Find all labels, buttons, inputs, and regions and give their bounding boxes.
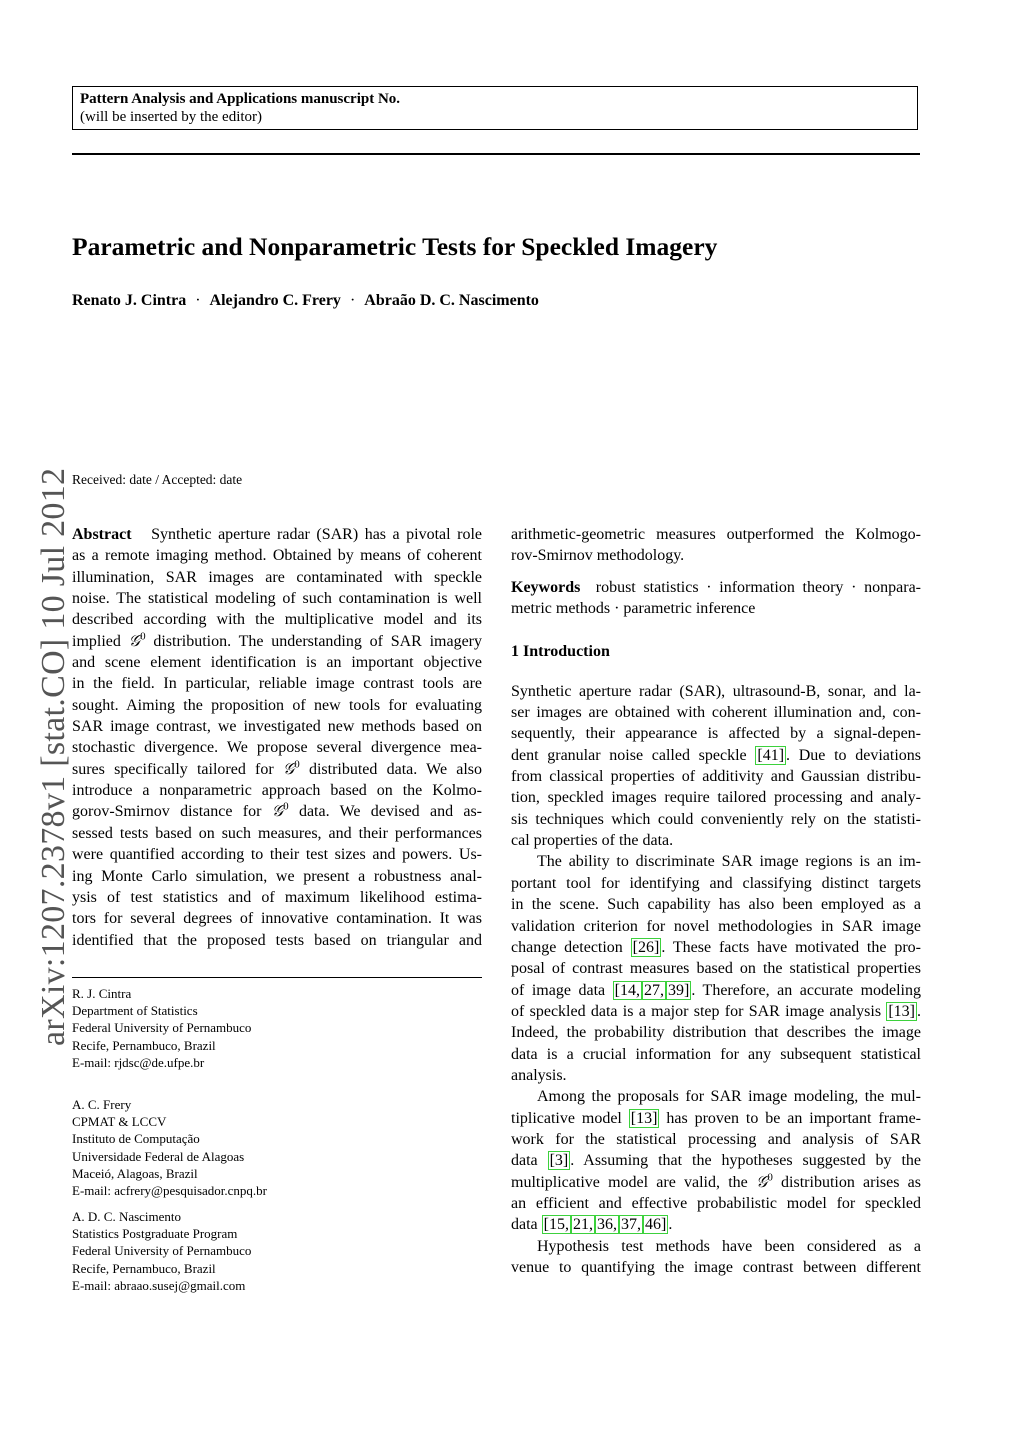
intro-paragraph-4 (511, 1236, 921, 1279)
journal-header-box (72, 86, 918, 130)
affiliation-line: Recife, Pernambuco, Brazil (72, 1037, 216, 1053)
affiliation-nascimento (72, 1208, 251, 1294)
intro-line: has proven to be an important frame- (666, 1109, 922, 1127)
intro-paragraph-1 (511, 681, 921, 852)
intro-line: Among the proposals for SAR image modeling, the mul- (537, 1088, 921, 1106)
intro-line: validation criterion for novel methodologies in SAR image (511, 917, 921, 935)
intro-line: cal properties of the data. (511, 832, 674, 850)
abstract-line: ysis of test statistics and of maximum likelihood estima- (72, 888, 482, 906)
abstract-line: Synthetic aperture radar (SAR) has a pivotal role (151, 526, 483, 543)
affiliation-email[interactable]: E-mail: abraao.susej@gmail.com (72, 1277, 246, 1293)
abstract-column (72, 524, 482, 951)
abstract-line: gorov-Smirnov distance for (72, 803, 262, 821)
author-name: Renato J. Cintra (72, 292, 187, 309)
affiliation-line: Department of Statistics (72, 1003, 198, 1019)
author-separator: · (349, 292, 356, 309)
keywords-label: Keywords (511, 578, 581, 596)
intro-line: Hypothesis test methods have been considered as a (537, 1237, 921, 1255)
citation-link[interactable]: 46] (644, 1216, 667, 1234)
abstract-line: ing Monte Carlo simulation, we present a robustness anal- (72, 867, 482, 885)
citation-link[interactable]: [41] (757, 746, 785, 764)
abstract-line: described according with the multiplicative model and its (72, 611, 482, 629)
intro-line: portant tool for identifying and classifying distinct targets (511, 874, 921, 892)
citation-link[interactable]: 21, (572, 1216, 593, 1234)
header-rule (72, 153, 920, 155)
abstract-line: introduce a nonparametric approach based on the Kolmo- (72, 782, 482, 800)
journal-name: Pattern Analysis and Applications manuscript No. (80, 91, 401, 107)
abstract-line: implied (72, 632, 121, 650)
intro-line: multiplicative model are valid, the (511, 1173, 748, 1191)
right-column (511, 524, 921, 1278)
intro-line: . (668, 1216, 673, 1234)
intro-line: analysis. (511, 1066, 567, 1084)
affiliation-line: R. J. Cintra (72, 986, 132, 1001)
abstract-line: tors for several degrees of innovative contamination. It was (72, 910, 482, 928)
affiliation-line: Federal University of Pernambuco (72, 1020, 252, 1036)
intro-line: sis techniques which could conveniently rely on the statisti- (511, 810, 921, 828)
abstract-line: and scene element identification is an important objective (72, 654, 482, 672)
g0-symbol: 𝒢 (128, 632, 141, 650)
keywords-text: robust statistics · information theory · nonpara- (595, 578, 921, 596)
citation-link[interactable]: [26] (632, 938, 660, 956)
footnote-rule (72, 977, 482, 978)
intro-line: Synthetic aperture radar (SAR), ultrasound-B, sonar, and la- (511, 682, 921, 700)
abstract-line: sessed tests based on such measures, and their performances (72, 824, 482, 842)
intro-line: of speckled data is a major step for SAR image analysis (511, 1002, 882, 1020)
abstract-line: stochastic divergence. We propose several divergence mea- (72, 739, 482, 757)
abstract-line: arithmetic-geometric measures outperformed the Kolmogo- (511, 526, 921, 543)
abstract-line: sures specifically tailored for (72, 760, 274, 778)
affiliation-email[interactable]: E-mail: acfrery@pesquisador.cnpq.br (72, 1183, 267, 1199)
affiliation-line: Universidade Federal de Alagoas (72, 1148, 245, 1164)
intro-line: Indeed, the probability distribution that describes the image (511, 1024, 921, 1042)
citation-link[interactable]: 39] (667, 981, 690, 999)
citation-link[interactable]: [13] (888, 1002, 915, 1020)
affiliation-frery (72, 1096, 267, 1199)
affiliation-line: Federal University of Pernambuco (72, 1243, 252, 1259)
intro-line: of image data (511, 981, 606, 999)
author-separator: · (195, 292, 201, 309)
intro-line: . Therefore, an accurate modeling (691, 981, 922, 999)
editor-note: (will be inserted by the editor) (80, 109, 263, 125)
intro-line: ser images are obtained with coherent illumination and, con- (511, 704, 921, 722)
intro-line: dent granular noise called speckle (511, 746, 747, 764)
abstract-label: Abstract (72, 526, 132, 543)
intro-line: tiplicative model (511, 1109, 622, 1127)
g0-symbol: 𝒢 (755, 1173, 768, 1191)
intro-line: data (511, 1216, 538, 1234)
abstract-line: data. We devised and as- (298, 803, 483, 821)
abstract-line: sought. Aiming the proposition of new tools for evaluating (72, 696, 482, 714)
received-date: Received: date / Accepted: date (72, 472, 243, 487)
abstract-line: noise. The statistical modeling of such contamination is well (72, 590, 482, 608)
abstract-line: as a remote imaging method. Obtained by means of coherent (72, 547, 482, 565)
g0-symbol: 𝒢 (282, 760, 295, 778)
abstract-line: distribution. The understanding of SAR imagery (153, 632, 483, 650)
affiliation-line: CPMAT & LCCV (72, 1114, 167, 1130)
affiliation-cintra (72, 985, 251, 1071)
paper-title: Parametric and Nonparametric Tests for Speckled Imagery (72, 232, 718, 261)
affiliation-line: A. C. Frery (72, 1097, 132, 1112)
intro-line: from classical properties of additivity and Gaussian distribu- (511, 768, 921, 786)
citation-link[interactable]: 27, (643, 981, 664, 999)
g0-superscript: 0 (294, 758, 300, 771)
intro-line: change detection (511, 938, 623, 956)
arxiv-stamp[interactable]: arXiv:1207.2378v1 [stat.CO] 10 Jul 2012 (35, 467, 72, 1046)
citation-link[interactable]: [13] (630, 1109, 658, 1127)
keywords-text: metric methods · parametric inference (511, 600, 756, 618)
intro-line: . (917, 1002, 921, 1020)
abstract-line: in the field. In particular, reliable image contrast tools are (72, 675, 482, 693)
g0-superscript: 0 (767, 1171, 773, 1184)
abstract-line: rov-Smirnov methodology. (511, 547, 685, 565)
keywords-block (511, 577, 921, 620)
abstract-line: identified that the proposed tests based on triangular and (72, 931, 482, 949)
intro-line: venue to quantifying the image contrast between different (511, 1259, 921, 1276)
affiliation-email[interactable]: E-mail: rjdsc@de.ufpe.br (72, 1054, 205, 1070)
intro-line: . Due to deviations (786, 746, 922, 764)
abstract-line: distributed data. We also (308, 760, 482, 778)
intro-line: in the scene. Such capability has also been employed as a (511, 896, 921, 914)
author-list (72, 292, 539, 310)
affiliation-line: A. D. C. Nascimento (72, 1209, 182, 1224)
abstract-line: were quantified according to their test sizes and powers. Us- (72, 846, 482, 864)
section-heading-introduction: 1 Introduction (511, 643, 610, 661)
intro-line: . These facts have motivated the pro- (661, 938, 921, 956)
intro-paragraph-2 (511, 851, 921, 1086)
citation-link[interactable]: [3] (549, 1152, 569, 1170)
intro-line: an efficient and effective probabilistic model for speckled (511, 1194, 921, 1212)
intro-line: The ability to discriminate SAR image regions is an im- (537, 853, 921, 871)
intro-line: . Assuming that the hypotheses suggested by the (570, 1152, 921, 1170)
intro-line: posal of contrast measures based on the statistical properties (511, 960, 921, 978)
intro-paragraph-3 (511, 1086, 921, 1235)
affiliation-line: Maceió, Alagoas, Brazil (72, 1165, 198, 1181)
citation-link[interactable]: [14, (614, 981, 640, 999)
intro-line: tion, speckled images require tailored processing and analy- (511, 789, 921, 807)
citation-link[interactable]: 37, (620, 1216, 641, 1234)
citation-link[interactable]: [15, (543, 1216, 569, 1234)
intro-line: data is a crucial information for any subsequent statistical (511, 1045, 921, 1063)
abstract-line: illumination, SAR images are contaminated with speckle (72, 568, 482, 586)
affiliation-line: Recife, Pernambuco, Brazil (72, 1260, 216, 1276)
affiliation-line: Instituto de Computação (72, 1131, 200, 1147)
g0-superscript: 0 (283, 801, 289, 814)
g0-symbol: 𝒢 (271, 803, 284, 821)
intro-line: data (511, 1152, 538, 1170)
author-name: Alejandro C. Frery (209, 292, 341, 309)
g0-superscript: 0 (140, 630, 146, 643)
intro-line: work for the statistical processing and analysis of SAR (511, 1130, 921, 1148)
intro-line: distribution arises as (781, 1173, 921, 1191)
abstract-line: SAR image contrast, we investigated new methods based on (72, 718, 482, 736)
citation-link[interactable]: 36, (596, 1216, 617, 1234)
intro-line: sequently, their appearance is affected by a signal-depen- (511, 725, 921, 743)
author-name: Abraão D. C. Nascimento (364, 292, 539, 309)
affiliation-line: Statistics Postgraduate Program (72, 1226, 238, 1242)
